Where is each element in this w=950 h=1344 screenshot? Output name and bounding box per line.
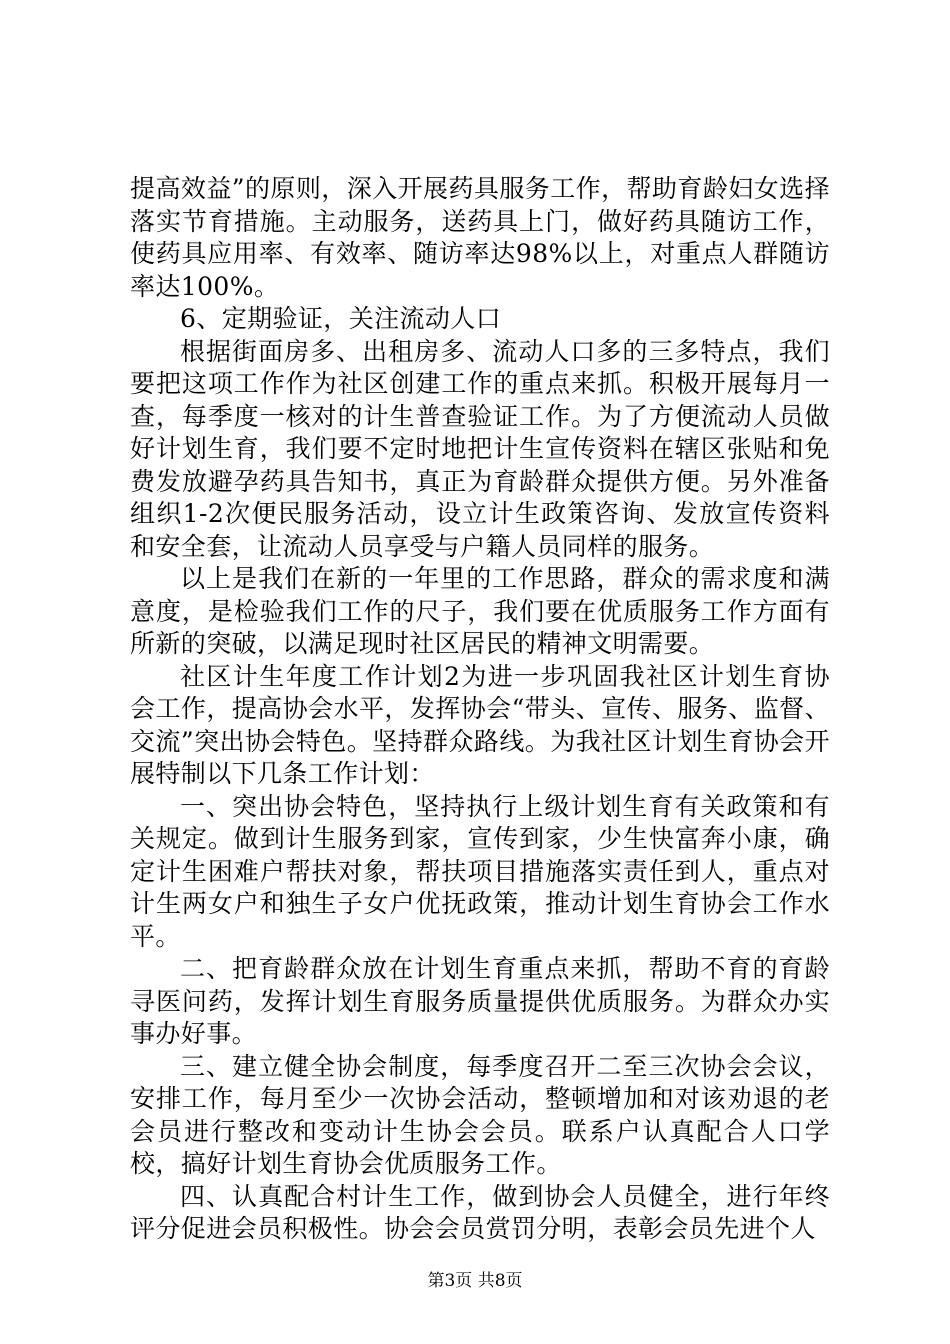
paragraph-4: 以上是我们在新的一年里的工作思路，群众的需求度和满意度，是检验我们工作的尺子，我们要在优质服务工作方面有所新的突破，以满足现时社区居民的精神文明需要。 (130, 564, 830, 658)
document-body (130, 173, 830, 1246)
paragraph-8: 三、建立健全协会制度，每季度召开二至三次协会会议，安排工作，每月至少一次协会活动，整顿增加和对该劝退的老会员进行整改和变动计生协会会员。联系户认真配合人口学校，搞好计划生育协会优质服务工作。 (130, 1051, 830, 1178)
paragraph-6: 一、突出协会特色，坚持执行上级计划生育有关政策和有关规定。做到计生服务到家，宣传到家，少生快富奔小康，确定计生困难户帮扶对象，帮扶项目措施落实责任到人，重点对计生两女户和独生子女户优抚政策，推动计划生育协会工作水平。 (130, 791, 830, 951)
paragraph-3: 根据街面房多、出租房多、流动人口多的三多特点，我们要把这项工作作为社区创建工作的重点来抓。积极开展每月一查，每季度一核对的计生普查验证工作。为了方便流动人员做好计划生育，我们要不定时地把计生宣传资料在辖区张贴和免费发放避孕药具告知书，真正为育龄群众提供方便。另外准备组织1-2次便民服务活动，设立计生政策咨询、发放宣传资料和安全套，让流动人员享受与户籍人员同样的服务。 (130, 336, 830, 561)
paragraph-5: 社区计生年度工作计划2为进一步巩固我社区计划生育协会工作，提高协会水平，发挥协会“带头、宣传、服务、监督、交流”突出协会特色。坚持群众路线。为我社区计划生育协会开展特制以下几条工作计划： (130, 661, 830, 788)
page-number-footer: 第3页 共8页 (427, 1271, 523, 1291)
paragraph-7: 二、把育龄群众放在计划生育重点来抓，帮助不育的育龄寻医问药，发挥计划生育服务质量提供优质服务。为群众办实事办好事。 (130, 954, 830, 1048)
paragraph-1: 提高效益”的原则，深入开展药具服务工作，帮助育龄妇女选择落实节育措施。主动服务，送药具上门，做好药具随访工作，使药具应用率、有效率、随访率达98%以上，对重点人群随访率达100%。 (130, 174, 830, 301)
paragraph-9: 四、认真配合村计生工作，做到协会人员健全，进行年终评分促进会员积极性。协会会员赏罚分明，表彰会员先进个人 (130, 1181, 830, 1243)
paragraph-2-heading: 6、定期验证，关注流动人口 (180, 304, 502, 333)
